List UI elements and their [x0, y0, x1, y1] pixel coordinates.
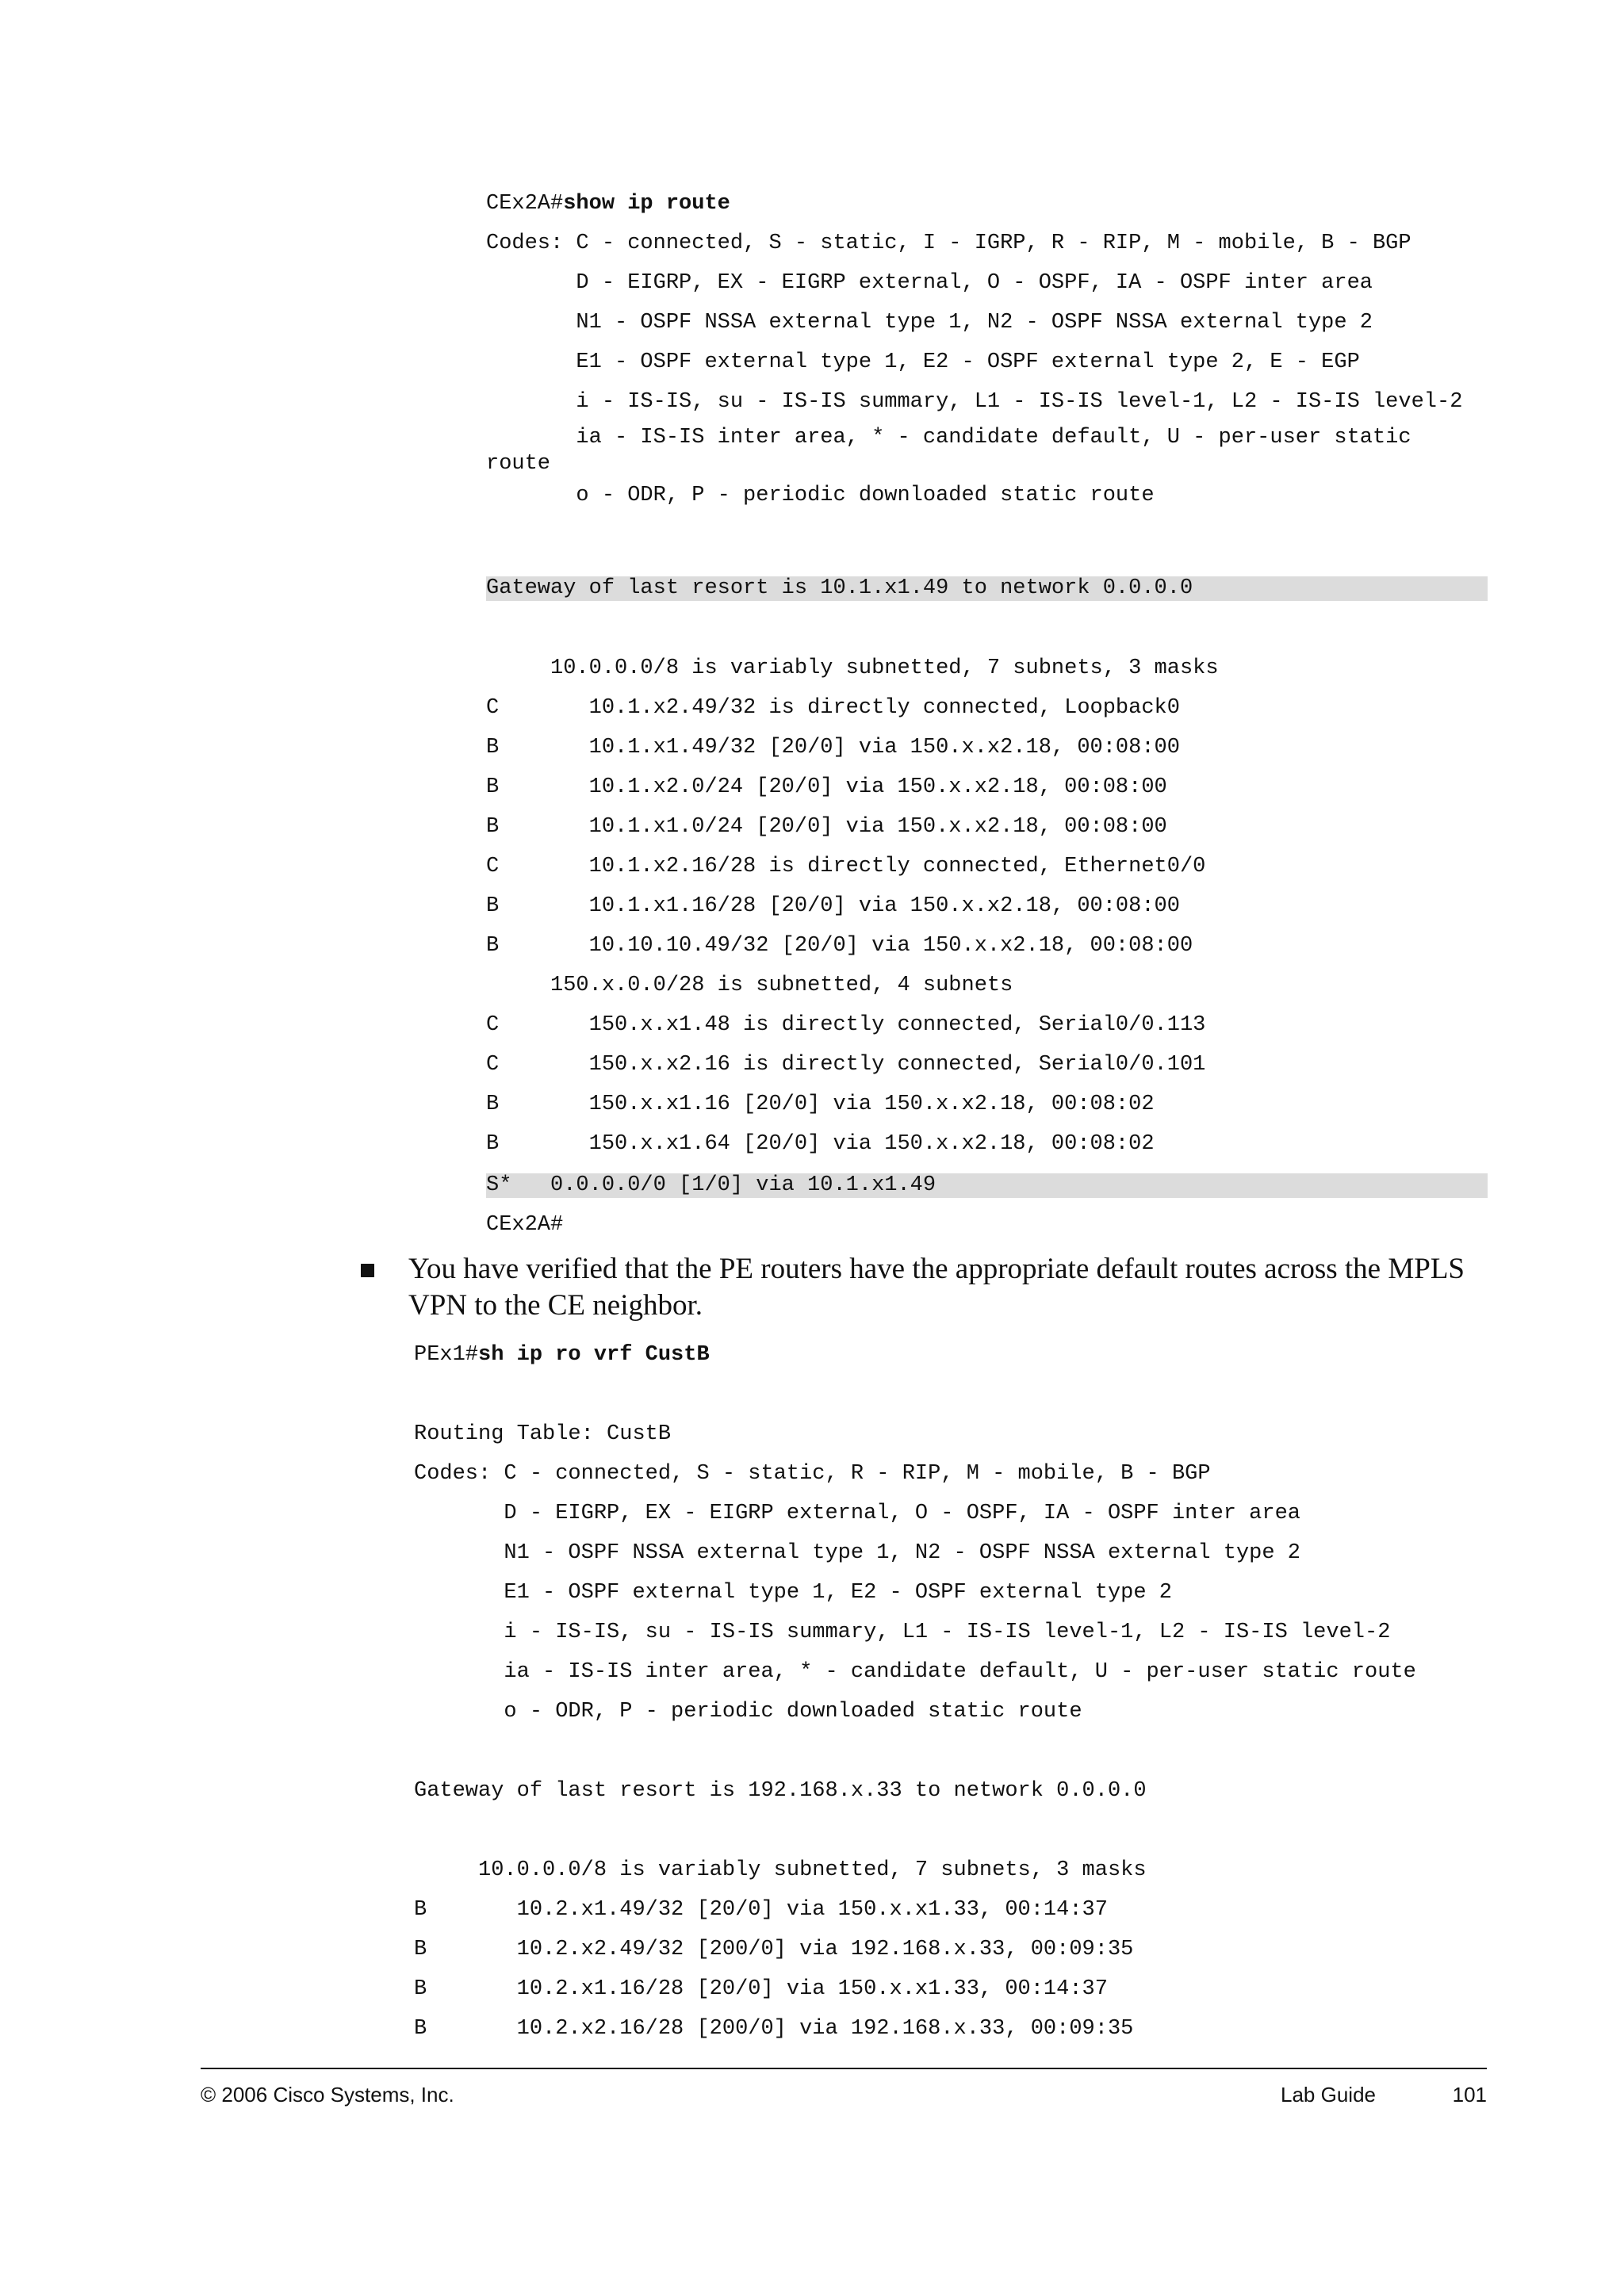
cex2a-command: show ip route	[563, 192, 730, 216]
bullet-text: You have verified that the PE routers have the appropriate default routes across the MPLS VPN to the CE neighbor.	[408, 1253, 1465, 1322]
pex1-route-line: B 10.2.x2.16/28 [200/0] via 192.168.x.33, 00:09:35	[414, 2017, 1134, 2041]
footer-guide-title: Lab Guide	[1281, 2083, 1376, 2107]
cex2a-codes-line: ia - IS-IS inter area, * - candidate default, U - per-user static	[486, 426, 1411, 450]
cex2a-route-output	[486, 184, 1488, 1246]
cex2a-route-line: C 150.x.x1.48 is directly connected, Serial0/0.113	[486, 1013, 1206, 1037]
cex2a-route-line: 150.x.0.0/28 is subnetted, 4 subnets	[486, 974, 1013, 997]
pex1-codes-line: ia - IS-IS inter area, * - candidate default, U - per-user static route	[414, 1660, 1416, 1684]
pex1-gateway-line: Gateway of last resort is 192.168.x.33 to network 0.0.0.0	[414, 1779, 1147, 1803]
pex1-route-line: B 10.2.x1.16/28 [20/0] via 150.x.x1.33, 00:14:37	[414, 1977, 1108, 2001]
footer-page-number: 101	[1452, 2083, 1487, 2107]
cex2a-route-line: B 10.1.x1.49/32 [20/0] via 150.x.x2.18, 00:08:00	[486, 736, 1180, 760]
cex2a-codes-line: D - EIGRP, EX - EIGRP external, O - OSPF, IA - OSPF inter area	[486, 271, 1373, 295]
pex1-table-line: Routing Table: CustB	[414, 1422, 672, 1446]
cex2a-codes-line-wrap: route	[486, 452, 551, 476]
pex1-route-line: 10.0.0.0/8 is variably subnetted, 7 subnets, 3 masks	[414, 1858, 1147, 1882]
cex2a-route-line: B 150.x.x1.64 [20/0] via 150.x.x2.18, 00:08:02	[486, 1132, 1155, 1156]
cex2a-command-line	[486, 184, 1488, 224]
cex2a-route-line: C 10.1.x2.49/32 is directly connected, Loopback0	[486, 696, 1180, 720]
cex2a-default-route-line: S* 0.0.0.0/0 [1/0] via 10.1.x1.49	[486, 1173, 1488, 1198]
pex1-codes-line: Codes: C - connected, S - static, R - RIP, M - mobile, B - BGP	[414, 1462, 1211, 1486]
pex1-command: sh ip ro vrf CustB	[478, 1343, 710, 1367]
cex2a-codes-line: Codes: C - connected, S - static, I - IGRP, R - RIP, M - mobile, B - BGP	[486, 232, 1411, 255]
cex2a-codes-line: E1 - OSPF external type 1, E2 - OSPF external type 2, E - EGP	[486, 350, 1360, 374]
pex1-command-line	[414, 1335, 1492, 1375]
cex2a-route-line: B 10.10.10.49/32 [20/0] via 150.x.x2.18, 00:08:00	[486, 934, 1193, 958]
pex1-route-line: B 10.2.x1.49/32 [20/0] via 150.x.x1.33, 00:14:37	[414, 1898, 1108, 1922]
cex2a-gateway-line: Gateway of last resort is 10.1.x1.49 to network 0.0.0.0	[486, 576, 1488, 601]
cex2a-codes-line: N1 - OSPF NSSA external type 1, N2 - OSPF NSSA external type 2	[486, 311, 1373, 335]
pex1-route-output	[414, 1335, 1492, 2049]
cex2a-route-line: 10.0.0.0/8 is variably subnetted, 7 subnets, 3 masks	[486, 656, 1219, 680]
cex2a-end-prompt: CEx2A#	[486, 1213, 564, 1237]
bullet-square-icon	[361, 1264, 374, 1277]
cex2a-route-line: B 10.1.x2.0/24 [20/0] via 150.x.x2.18, 00:08:00	[486, 775, 1167, 799]
pex1-codes-line: o - ODR, P - periodic downloaded static route	[414, 1700, 1082, 1724]
cex2a-codes-line: o - ODR, P - periodic downloaded static route	[486, 484, 1155, 507]
pex1-route-line: B 10.2.x2.49/32 [200/0] via 192.168.x.33, 00:09:35	[414, 1938, 1134, 1961]
cex2a-route-line: B 10.1.x1.16/28 [20/0] via 150.x.x2.18, 00:08:00	[486, 894, 1180, 918]
pex1-codes-line: D - EIGRP, EX - EIGRP external, O - OSPF, IA - OSPF inter area	[414, 1502, 1300, 1525]
cex2a-route-line: B 150.x.x1.16 [20/0] via 150.x.x2.18, 00:08:02	[486, 1093, 1155, 1116]
pex1-codes-line: N1 - OSPF NSSA external type 1, N2 - OSPF NSSA external type 2	[414, 1541, 1300, 1565]
cex2a-route-line: C 10.1.x2.16/28 is directly connected, Ethernet0/0	[486, 855, 1206, 878]
cex2a-prompt: CEx2A#	[486, 192, 564, 216]
pex1-codes-line: E1 - OSPF external type 1, E2 - OSPF external type 2	[414, 1581, 1172, 1605]
footer-copyright: © 2006 Cisco Systems, Inc.	[201, 2083, 454, 2107]
pex1-prompt: PEx1#	[414, 1343, 479, 1367]
footer-rule	[201, 2068, 1487, 2069]
pex1-codes-line: i - IS-IS, su - IS-IS summary, L1 - IS-IS level-1, L2 - IS-IS level-2	[414, 1621, 1391, 1644]
cex2a-route-line: C 150.x.x2.16 is directly connected, Serial0/0.101	[486, 1053, 1206, 1077]
cex2a-codes-line: i - IS-IS, su - IS-IS summary, L1 - IS-IS level-1, L2 - IS-IS level-2	[486, 390, 1463, 414]
cex2a-route-line: B 10.1.x1.0/24 [20/0] via 150.x.x2.18, 00:08:00	[486, 815, 1167, 839]
page-footer	[201, 2079, 1487, 2110]
